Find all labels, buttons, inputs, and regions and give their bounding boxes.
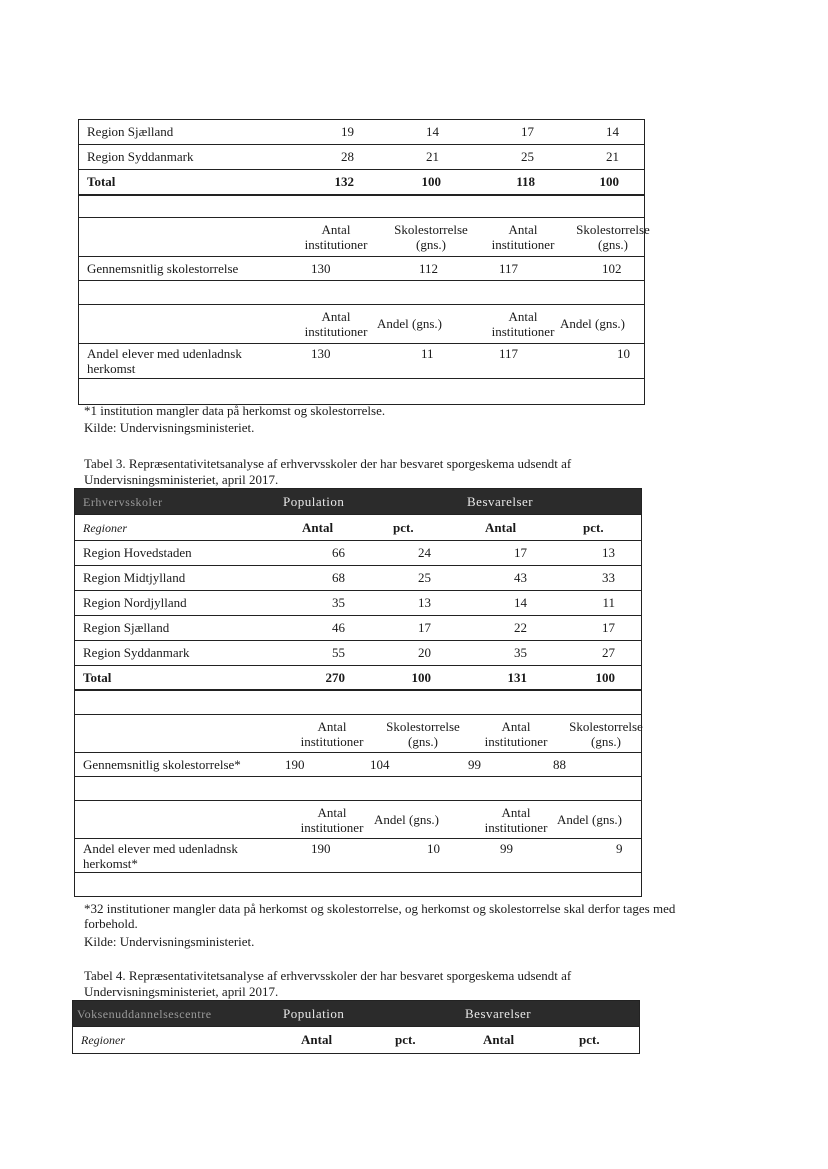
col-header-line: institutioner — [491, 324, 555, 339]
cell-value: 10 — [427, 841, 440, 856]
cell-value: 131 — [507, 669, 527, 685]
row-label: Region Hovedstaden — [83, 545, 192, 560]
cell-value: 130 — [311, 260, 331, 276]
row-label: Gennemsnitlig skolestorrelse* — [83, 756, 241, 772]
col-header-line: Antal — [508, 309, 538, 324]
table-caption: Tabel 3. Repræsentativitetsanalyse af erhvervsskoler der har besvaret sporgeskema udsendt af — [84, 456, 572, 471]
row-label: Region Syddanmark — [87, 149, 194, 164]
table-3 — [74, 488, 642, 897]
col-header-line: Skolestorrelse — [576, 222, 650, 237]
col-header-andel: Andel (gns.) — [374, 811, 439, 827]
cell-value: 14 — [606, 124, 619, 139]
col-header-pct: pct. — [393, 519, 414, 535]
share-row — [75, 839, 641, 873]
cell-value: 17 — [521, 124, 534, 139]
group-header-population: Population — [283, 493, 345, 509]
share-header-row — [75, 801, 641, 839]
row-label-line: herkomst* — [83, 855, 138, 871]
cell-value: 35 — [332, 595, 345, 610]
cell-value: 14 — [426, 124, 439, 139]
table-title: Erhvervsskoler — [83, 494, 163, 509]
table-caption: Tabel 4. Repræsentativitetsanalyse af erhvervsskoler der har besvaret sporgeskema udsendt af — [84, 968, 572, 983]
total-row — [75, 666, 641, 691]
cell-value: 55 — [332, 645, 345, 660]
cell-value: 33 — [602, 570, 615, 585]
col-header-line: Antal — [321, 222, 351, 237]
col-header-line: Antal — [317, 718, 347, 734]
size-header-row — [75, 715, 641, 753]
col-header-antal: Antal — [301, 1032, 333, 1047]
cell-value: 10 — [617, 346, 630, 361]
total-label: Total — [87, 174, 116, 189]
col-header-line: institutioner — [484, 819, 548, 835]
cell-value: 190 — [285, 756, 305, 772]
row-label-line: herkomst — [87, 361, 136, 376]
table-row — [79, 120, 644, 145]
cell-value: 9 — [616, 841, 623, 856]
cell-value: 118 — [516, 174, 535, 189]
row-label: Region Syddanmark — [83, 645, 190, 660]
col-header-andel: Andel (gns.) — [560, 316, 625, 331]
row-label-line: Andel elever med udenladnsk — [87, 346, 242, 361]
col-header-regioner: Regioner — [81, 1033, 125, 1047]
cell-value: 27 — [602, 645, 615, 660]
row-label — [87, 344, 242, 378]
col-header-line: Antal — [501, 804, 531, 820]
table-caption: Undervisningsministeriet, april 2017. — [84, 472, 279, 487]
group-header-besvarelser: Besvarelser — [465, 1005, 532, 1021]
col-header-line: (gns.) — [416, 237, 446, 252]
col-header-line: (gns.) — [408, 733, 438, 749]
row-label: Region Sjælland — [87, 124, 174, 139]
col-header-line: Skolestorrelse — [394, 222, 468, 237]
cell-value: 24 — [418, 545, 431, 560]
source-note: Kilde: Undervisningsministeriet. — [84, 420, 255, 435]
footnote: *32 institutioner mangler data på herkomst og skolestorrelse, og herkomst og skolestorrelse skal derfor tages med forbehold. — [84, 901, 676, 931]
col-header-line: Antal — [508, 222, 538, 237]
cell-value: 68 — [332, 570, 345, 585]
col-header-line: (gns.) — [591, 733, 621, 749]
cell-value: 20 — [418, 645, 431, 660]
cell-value: 28 — [341, 149, 354, 164]
share-header-row — [79, 305, 644, 344]
row-label: Gennemsnitlig skolestorrelse — [87, 260, 239, 276]
col-header-skolestorrelse — [549, 218, 677, 256]
cell-value: 13 — [418, 595, 431, 610]
cell-value: 270 — [325, 669, 345, 685]
cell-value: 99 — [500, 841, 513, 856]
cell-value: 46 — [332, 620, 345, 635]
cell-value: 19 — [341, 124, 354, 139]
cell-value: 88 — [553, 756, 566, 772]
row-label: Region Nordjylland — [83, 595, 187, 610]
cell-value: 25 — [418, 570, 431, 585]
col-header-pct: pct. — [579, 1032, 600, 1047]
cell-value: 13 — [602, 545, 615, 560]
table-previous-continued — [78, 119, 650, 405]
cell-value: 25 — [521, 149, 534, 164]
col-header-andel: Andel (gns.) — [557, 811, 622, 827]
row-label: Region Sjælland — [83, 620, 170, 635]
spacer-row — [79, 281, 644, 305]
total-row — [79, 170, 644, 196]
cell-value: 11 — [602, 595, 615, 610]
total-label: Total — [83, 669, 112, 685]
col-header-regioner: Regioner — [83, 520, 127, 535]
table-caption: Undervisningsministeriet, april 2017. — [84, 984, 279, 999]
spacer-row — [75, 777, 641, 801]
cell-value: 14 — [514, 595, 527, 610]
cell-value: 21 — [606, 149, 619, 164]
share-row — [79, 344, 644, 379]
spacer-row — [75, 691, 641, 715]
table-row — [75, 591, 641, 616]
cell-value: 66 — [332, 545, 345, 560]
spacer-row — [79, 196, 644, 218]
cell-value: 102 — [602, 260, 622, 276]
col-header-line: Skolestorrelse — [569, 718, 643, 734]
col-header-line: institutioner — [300, 819, 364, 835]
dark-header-row — [73, 1001, 639, 1027]
group-header-besvarelser: Besvarelser — [467, 493, 534, 509]
col-header-skolestorrelse — [542, 715, 670, 752]
size-row — [79, 257, 644, 281]
cell-value: 100 — [595, 669, 615, 685]
cell-value: 190 — [311, 841, 331, 856]
col-header-antal: Antal — [485, 519, 517, 535]
dark-header-row — [75, 489, 641, 515]
col-header-line: (gns.) — [598, 237, 628, 252]
spacer-row — [79, 379, 644, 404]
group-header-population: Population — [283, 1005, 345, 1021]
table-4 — [72, 1000, 640, 1054]
col-header-line: Skolestorrelse — [386, 718, 460, 734]
cell-value: 17 — [514, 545, 527, 560]
footnote: *1 institution mangler data på herkomst og skolestorrelse. — [84, 403, 386, 418]
row-label: Region Midtjylland — [83, 570, 186, 585]
cell-value: 117 — [499, 346, 519, 361]
col-header-line: Antal — [317, 804, 347, 820]
cell-value: 100 — [421, 174, 441, 189]
table-row — [75, 641, 641, 666]
cell-value: 104 — [370, 756, 390, 772]
col-header-pct: pct. — [583, 519, 604, 535]
cell-value: 100 — [411, 669, 431, 685]
col-header-pct: pct. — [395, 1032, 416, 1047]
col-header-andel: Andel (gns.) — [377, 316, 442, 331]
cell-value: 17 — [602, 620, 615, 635]
col-header-line: institutioner — [484, 733, 548, 749]
cell-value: 22 — [514, 620, 527, 635]
col-header-row — [75, 515, 641, 541]
col-header-antal: Antal — [302, 519, 334, 535]
cell-value: 17 — [418, 620, 431, 635]
table-row — [75, 541, 641, 566]
size-header-row — [79, 218, 650, 257]
cell-value: 11 — [421, 346, 434, 361]
col-header-row — [73, 1027, 639, 1053]
col-header-line: institutioner — [300, 733, 364, 749]
col-header-line: institutioner — [491, 237, 555, 252]
row-label — [83, 839, 238, 872]
col-header-line: institutioner — [304, 237, 368, 252]
size-row — [75, 753, 641, 777]
table-row — [75, 566, 641, 591]
col-header-line: Antal — [501, 718, 531, 734]
table-title: Voksenuddannelsescentre — [77, 1006, 212, 1021]
spacer-row — [75, 873, 641, 896]
col-header-line: Antal — [321, 309, 351, 324]
cell-value: 99 — [468, 756, 481, 772]
cell-value: 112 — [419, 260, 439, 276]
cell-value: 132 — [334, 174, 354, 189]
cell-value: 130 — [311, 346, 331, 361]
table-row — [75, 616, 641, 641]
cell-value: 35 — [514, 645, 527, 660]
col-header-line: institutioner — [304, 324, 368, 339]
row-label-line: Andel elever med udenladnsk — [83, 840, 238, 856]
cell-value: 21 — [426, 149, 439, 164]
cell-value: 117 — [499, 260, 519, 276]
cell-value: 43 — [514, 570, 527, 585]
source-note: Kilde: Undervisningsministeriet. — [84, 934, 255, 949]
col-header-antal: Antal — [483, 1032, 515, 1047]
cell-value: 100 — [599, 174, 619, 189]
table-row — [79, 145, 644, 170]
